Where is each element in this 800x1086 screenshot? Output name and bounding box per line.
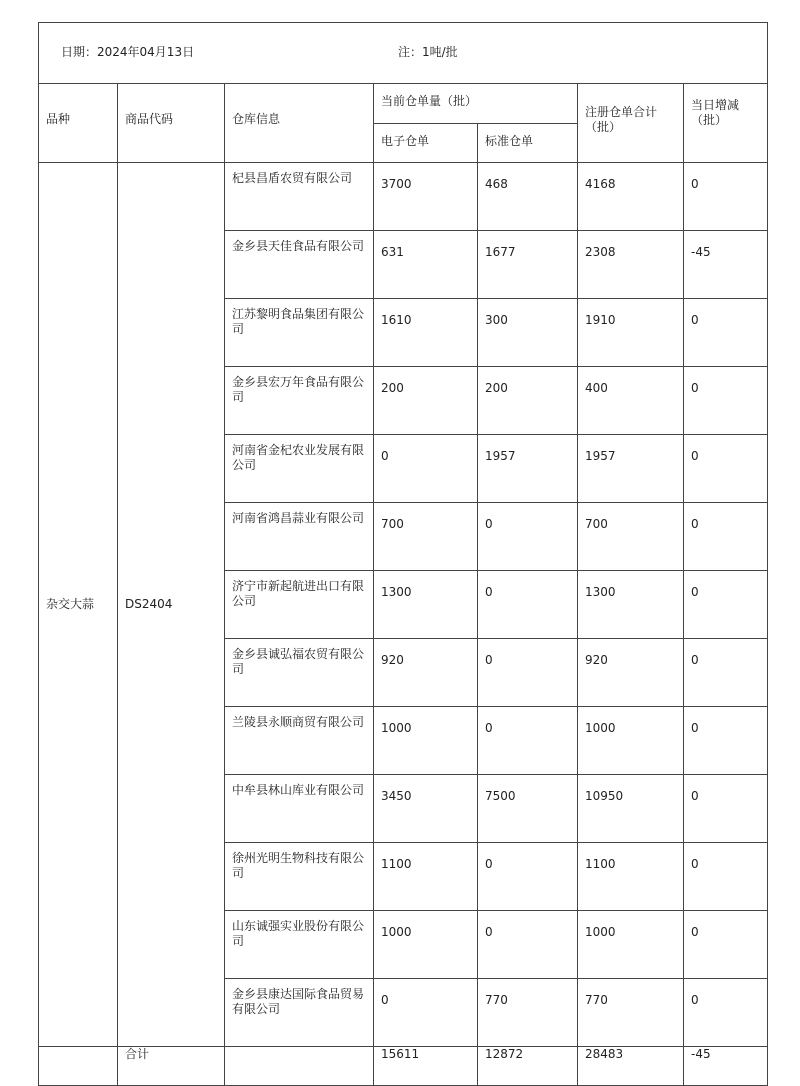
- standard-cell: 0: [478, 571, 578, 639]
- warehouse-cell: 河南省鸿昌蒜业有限公司: [225, 503, 374, 571]
- total-electronic-cell: 15611: [374, 1047, 478, 1086]
- warehouse-receipt-report: [38, 22, 767, 1086]
- electronic-cell: 1000: [374, 911, 478, 979]
- electronic-cell: 700: [374, 503, 478, 571]
- standard-cell: 0: [478, 843, 578, 911]
- standard-cell: 1957: [478, 435, 578, 503]
- total-standard-cell: 12872: [478, 1047, 578, 1086]
- registered-total-cell: 1957: [578, 435, 684, 503]
- header-variety: 品种: [39, 84, 118, 163]
- registered-total-cell: 400: [578, 367, 684, 435]
- standard-cell: 770: [478, 979, 578, 1047]
- daily-change-cell: 0: [684, 911, 768, 979]
- variety-cell: 杂交大蒜: [39, 163, 118, 1047]
- total-change-cell: -45: [684, 1047, 768, 1086]
- warehouse-cell: 河南省金杞农业发展有限公司: [225, 435, 374, 503]
- warehouse-cell: 山东诚强实业股份有限公司: [225, 911, 374, 979]
- registered-total-cell: 2308: [578, 231, 684, 299]
- registered-total-cell: 1000: [578, 707, 684, 775]
- code-cell: DS2404: [118, 163, 225, 1047]
- daily-change-cell: 0: [684, 775, 768, 843]
- daily-change-cell: 0: [684, 503, 768, 571]
- header-code: 商品代码: [118, 84, 225, 163]
- warehouse-cell: 济宁市新起航进出口有限公司: [225, 571, 374, 639]
- daily-change-cell: 0: [684, 299, 768, 367]
- standard-cell: 0: [478, 639, 578, 707]
- warehouse-cell: 江苏黎明食品集团有限公司: [225, 299, 374, 367]
- electronic-cell: 0: [374, 979, 478, 1047]
- standard-cell: 200: [478, 367, 578, 435]
- electronic-cell: 3450: [374, 775, 478, 843]
- standard-cell: 1677: [478, 231, 578, 299]
- registered-total-cell: 700: [578, 503, 684, 571]
- registered-total-cell: 770: [578, 979, 684, 1047]
- daily-change-cell: 0: [684, 843, 768, 911]
- registered-total-cell: 1100: [578, 843, 684, 911]
- registered-total-cell: 920: [578, 639, 684, 707]
- electronic-cell: 1100: [374, 843, 478, 911]
- unit-note: 注：1吨/批: [398, 45, 458, 59]
- electronic-cell: 631: [374, 231, 478, 299]
- electronic-cell: 0: [374, 435, 478, 503]
- registered-total-cell: 1000: [578, 911, 684, 979]
- daily-change-cell: 0: [684, 435, 768, 503]
- header-warehouse: 仓库信息: [225, 84, 374, 163]
- table-row: [39, 163, 768, 231]
- total-warehouse-cell: [225, 1047, 374, 1086]
- electronic-cell: 1000: [374, 707, 478, 775]
- daily-change-cell: 0: [684, 639, 768, 707]
- warehouse-cell: 金乡县诚弘福农贸有限公司: [225, 639, 374, 707]
- registered-total-cell: 4168: [578, 163, 684, 231]
- report-title-bar: [39, 23, 768, 84]
- warehouse-cell: 徐州光明生物科技有限公司: [225, 843, 374, 911]
- warehouse-cell: 金乡县天佳食品有限公司: [225, 231, 374, 299]
- header-registered-total: 注册仓单合计（批）: [578, 84, 684, 163]
- registered-total-cell: 1300: [578, 571, 684, 639]
- electronic-cell: 920: [374, 639, 478, 707]
- standard-cell: 468: [478, 163, 578, 231]
- electronic-cell: 200: [374, 367, 478, 435]
- electronic-cell: 1300: [374, 571, 478, 639]
- standard-cell: 0: [478, 911, 578, 979]
- total-row: [39, 1047, 768, 1086]
- electronic-cell: 1610: [374, 299, 478, 367]
- warehouse-cell: 兰陵县永顺商贸有限公司: [225, 707, 374, 775]
- header-standard: 标准仓单: [478, 124, 578, 163]
- header-current: 当前仓单量（批）: [374, 84, 578, 124]
- registered-total-cell: 10950: [578, 775, 684, 843]
- standard-cell: 300: [478, 299, 578, 367]
- daily-change-cell: -45: [684, 231, 768, 299]
- daily-change-cell: 0: [684, 707, 768, 775]
- total-registered-cell: 28483: [578, 1047, 684, 1086]
- warehouse-cell: 金乡县宏万年食品有限公司: [225, 367, 374, 435]
- registered-total-cell: 1910: [578, 299, 684, 367]
- daily-change-cell: 0: [684, 163, 768, 231]
- warehouse-cell: 金乡县康达国际食品贸易有限公司: [225, 979, 374, 1047]
- standard-cell: 0: [478, 707, 578, 775]
- daily-change-cell: 0: [684, 979, 768, 1047]
- warehouse-cell: 中牟县林山库业有限公司: [225, 775, 374, 843]
- receipt-table: [38, 22, 768, 1086]
- header-electronic: 电子仓单: [374, 124, 478, 163]
- total-variety-blank: [39, 1047, 118, 1086]
- warehouse-cell: 杞县昌盾农贸有限公司: [225, 163, 374, 231]
- daily-change-cell: 0: [684, 571, 768, 639]
- daily-change-cell: 0: [684, 367, 768, 435]
- header-daily-change: 当日增减（批）: [684, 84, 768, 163]
- total-label: 合计: [118, 1047, 225, 1086]
- report-date: 日期：2024年04月13日: [61, 45, 195, 59]
- electronic-cell: 3700: [374, 163, 478, 231]
- standard-cell: 0: [478, 503, 578, 571]
- standard-cell: 7500: [478, 775, 578, 843]
